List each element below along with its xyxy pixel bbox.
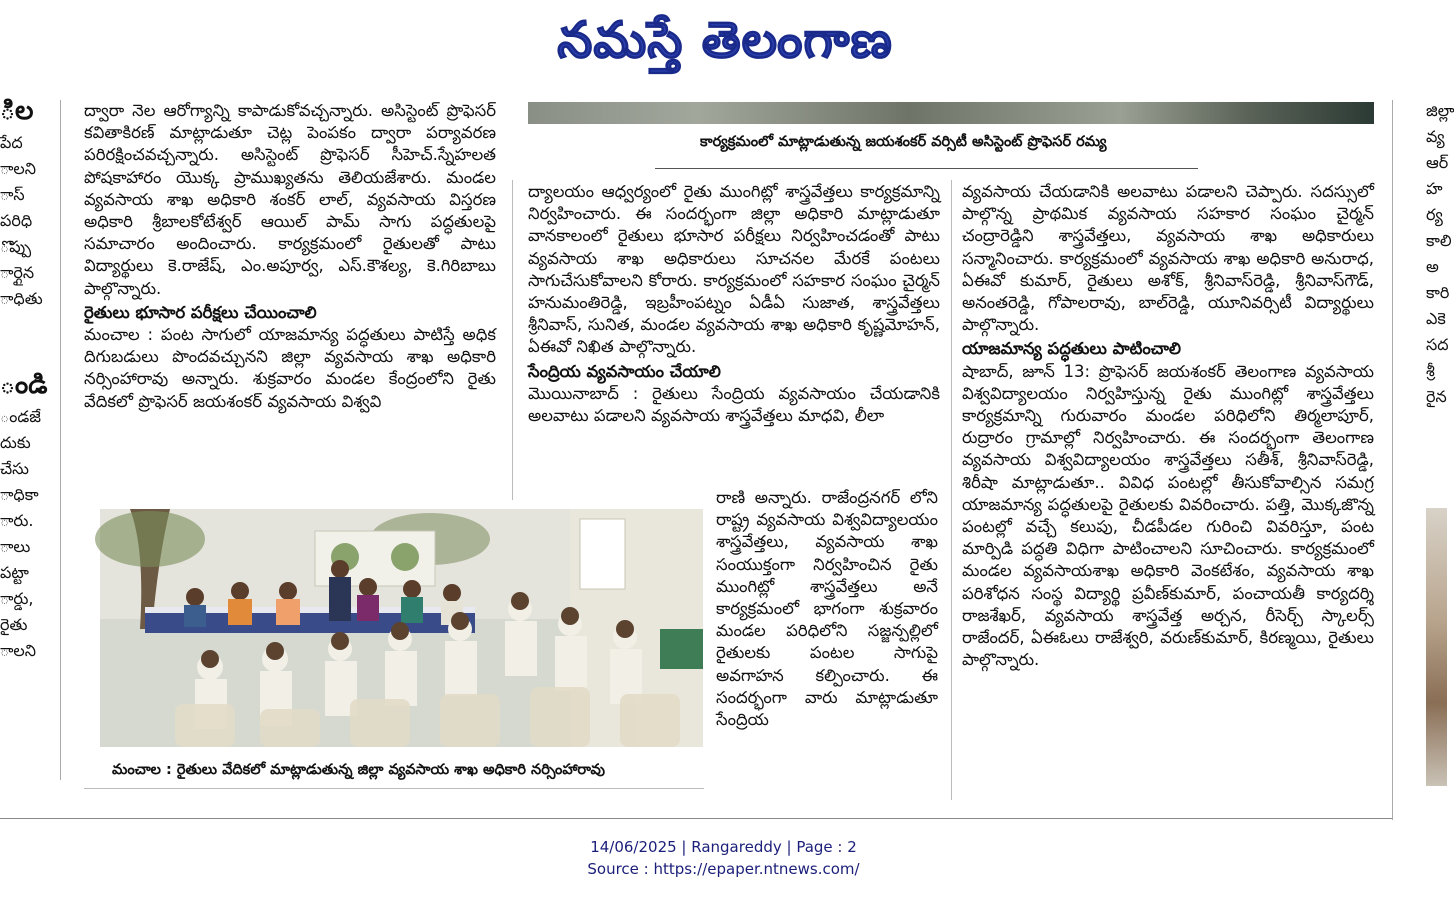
- right-edge-photo: [1426, 508, 1447, 786]
- left-edge-line: ాలని: [0, 159, 36, 178]
- article-subheading: రైతులు భూసార పరీక్షలు చేయించాలి: [84, 302, 317, 322]
- article-column-2: [528, 181, 940, 501]
- meeting-photo-illustration: [100, 509, 703, 747]
- left-edge-column: [0, 96, 48, 778]
- left-edge-line: ొప్పు: [0, 237, 32, 256]
- left-edge-line: ార్గైన: [0, 263, 35, 282]
- footer-date-edition: 14/06/2025 | Rangareddy | Page : 2: [590, 838, 857, 856]
- page-bottom-rule: [0, 818, 1392, 819]
- article-paragraph: ద్వారా నెల ఆరోగ్యాన్ని కాపాడుకోవచ్చన్నారు. అసిస్టెంట్ ప్రొఫెసర్ కవితాకిరణ్ మాట్లాడుతూ చెట్ల పెంపకం ద్వారా పర్యావరణ పరిరక్షించవచ్చన్నారు. అసిస్టెంట్ ప్రొఫెసర్ సీహెచ్.స్నేహలత పోషకాహారం యొక్క ప్రాముఖ్యతను తెలియజేశారు. మండల వ్యవసాయ శాఖ అధికారి శంకర్ లాల్, వ్యవసాయ విస్తరణ అధికారి శ్రీబాలకోటేశ్వర్ ఆయిల్ పామ్ సాగు పద్ధతులపై సమాచారం అందించారు. కార్యక్రమంలో రైతులతో పాటు విద్యార్థులు కె.రాజేష్, ఎం.అపూర్వ, ఎస్.కౌశల్య, కె.గిరిబాబు పాల్గొన్నారు.: [84, 101, 496, 298]
- caption-underline: [84, 788, 704, 789]
- right-edge-line: సద: [1426, 335, 1449, 354]
- article-paragraph: వ్యవసాయ చేయడానికి అలవాటు పడాలని చెప్పారు. సదస్సులో పాల్గొన్న ప్రాథమిక వ్యవసాయ సహకార సంఘం చైర్మన్ చంద్రారెడ్డిని శాస్త్రవేత్తలు, వ్యవసాయ శాఖ అధికారులు సన్మానించారు. కార్యక్రమంలో వ్యవసాయ శాఖ అధికారి అనురాధ, ఏఈవో కుమార్, రైతులు అశోక్, శ్రీనివాస్‌రెడ్డి, శ్రీనివాస్‌గౌడ్, అనంతరెడ్డి, గోపాలరావు, బాల్‌రెడ్డి, యూనివర్సిటీ విద్యార్థులు పాల్గొన్నారు.: [962, 182, 1374, 335]
- left-edge-line: ాస్: [0, 185, 25, 204]
- article-paragraph: మంచాల : పంట సాగులో యాజమాన్య పద్ధతులు పాటిస్తే అధిక దిగుబడులు పొందవచ్చునని జిల్లా వ్యవసాయ శాఖ అధికారి నర్సింహారావు అన్నారు. శుక్రవారం మండల కేంద్రంలోని రైతు వేదికలో ప్రొఫెసర్ జయశంకర్ వ్యవసాయ విశ్వవి: [84, 325, 496, 411]
- meeting-photo-caption: మంచాల : రైతులు వేదికలో మాట్లాడుతున్న జిల్లా వ్యవసాయ శాఖ అధికారి నర్సింహారావు: [112, 762, 605, 778]
- article-column-3: [962, 181, 1374, 791]
- right-edge-line: వ్య: [1426, 127, 1445, 146]
- left-edge-line: పరిధి: [0, 211, 33, 230]
- right-edge-line: ఆర్: [1426, 153, 1449, 172]
- left-edge-line: రైతు: [0, 615, 28, 634]
- left-edge-line: ాధితు: [0, 289, 43, 308]
- right-edge-line: జిల్లా: [1426, 101, 1454, 120]
- left-edge-line: ార్డు,: [0, 589, 34, 608]
- column-divider: [60, 100, 61, 780]
- left-edge-line: దుకు: [0, 433, 31, 452]
- column-divider: [1392, 100, 1393, 820]
- right-edge-line: ఎకె: [1426, 309, 1446, 328]
- right-edge-column: [1426, 98, 1454, 438]
- meeting-photo: [100, 509, 703, 747]
- footer-source-link[interactable]: Source : https://epaper.ntnews.com/: [587, 860, 860, 878]
- masthead-logo: నమస్తే తెలంగాణ: [557, 11, 893, 69]
- left-edge-line: చేసు: [0, 459, 29, 478]
- article-subheading: యాజమాన్య పద్ధతులు పాటించాలి: [962, 339, 1182, 359]
- article-paragraph: షాబాద్, జూన్ 13: ప్రొఫెసర్ జయశంకర్ తెలంగాణ వ్యవసాయ విశ్వవిద్యాలయం నిర్వహిస్తున్న రైతు ముంగిట్లో శాస్త్రవేత్తలు కార్యక్రమాన్ని గురువారం మండల పరిధిలోని తిర్మలాపూర్, రుద్రారం గ్రామాల్లో నిర్వహించారు. ఈ సందర్భంగా తెలంగాణ వ్యవసాయ విశ్వవిద్యాలయం శాస్త్రవేత్తలు సతీశ్, శ్రీనివాస్‌రెడ్డి, శిరీషా మాట్లాడుతూ.. వివిధ పంటల్లో తీసుకోవాల్సిన సమగ్ర యాజమాన్య పద్ధతులపై రైతులకు వివరించారు. పత్తి, మొక్కజొన్న పంటల్లో వచ్చే కలుపు, చీడపీడల గురించి వివరిస్తూ, పంట మార్పిడి పద్ధతి విధిగా పాటించాలని సూచించారు. కార్యక్రమంలో మండల వ్యవసాయశాఖ అధికారి వెంకటేశం, వ్యవసాయ శాఖ పరిశోధన సంస్థ విద్యార్థి ప్రవీణ్‌కుమార్, పంచాయతీ కార్యదర్శి రాజశేఖర్, వ్యవసాయ శాస్త్రవేత్త అర్చన, రీసెర్చ్ స్కాలర్స్ రాజేందర్, ఏఈఓలు రాజేశ్వరి, వరుణ్‌కుమార్, కిరణ్మయి, రైతులు పాల్గొన్నారు.: [962, 361, 1374, 670]
- caption-underline: [655, 168, 1198, 169]
- right-edge-line: కారి: [1426, 283, 1450, 302]
- article-column-2-continued: [716, 487, 938, 787]
- right-edge-line: కాలి: [1426, 231, 1452, 250]
- left-edge-line: పట్టా: [0, 563, 29, 582]
- left-edge-line: ాలని: [0, 641, 36, 660]
- right-edge-line: శ్రీ: [1426, 361, 1435, 380]
- right-edge-line: రైన: [1426, 387, 1447, 406]
- left-edge-line: ాధికా: [0, 485, 39, 504]
- left-edge-line: ండజే: [0, 407, 41, 426]
- left-edge-line: పేద: [0, 133, 23, 152]
- article-subheading: సేంద్రియ వ్యవసాయం చేయాలి: [528, 361, 721, 381]
- column-divider: [951, 180, 952, 800]
- left-edge-line: ిల: [0, 96, 34, 126]
- column-divider: [512, 180, 513, 500]
- right-edge-line: అ: [1426, 257, 1439, 276]
- top-photo: [528, 102, 1374, 124]
- top-photo-caption: కార్యక్రమంలో మాట్లాడుతున్న జయశంకర్ వర్సిటీ అసిస్టెంట్ ప్రొఫెసర్ రమ్య: [700, 134, 1107, 150]
- left-edge-line: ండి: [0, 370, 48, 400]
- left-edge-line: ారు.: [0, 511, 34, 530]
- article-paragraph: ద్యాలయం ఆధ్వర్యంలో రైతు ముంగిట్లో శాస్త్రవేత్తలు కార్యక్రమాన్ని నిర్వహించారు. ఈ సందర్భంగా జిల్లా అధికారి మాట్లాడుతూ వానకాలంలో రైతులు భూసార పరీక్షలు నిర్వహించడంతో పాటు వ్యవసాయ శాఖ అధికారులు సూచనల మేరకే పంటలు సాగుచేసుకోవాలని కోరారు. కార్యక్రమంలో సహకార సంఘం చైర్మన్ హనుమంతిరెడ్డి, ఇబ్రహీంపట్నం ఏడీఏ సుజాత, శాస్త్రవేత్తలు శ్రీనివాస్, సునిత, మండల వ్యవసాయ శాఖ అధికారి కృష్ణమోహన్, ఏఈవో నిఖిత పాల్గొన్నారు.: [528, 182, 940, 357]
- article-paragraph: మొయినాబాద్ : రైతులు సేంద్రియ వ్యవసాయం చేయడానికి అలవాటు పడాలని వ్యవసాయ శాస్త్రవేత్తలు మాధవి, లీలా: [528, 383, 940, 426]
- right-edge-line: ర్య: [1426, 205, 1443, 224]
- right-edge-line: హ: [1426, 179, 1443, 198]
- left-edge-line: ాలు: [0, 537, 31, 556]
- article-paragraph: రాణి అన్నారు. రాజేంద్రనగర్ లోని రాష్ట్ర వ్యవసాయ విశ్వవిద్యాలయం శాస్త్రవేత్తలు, వ్యవసాయ శాఖ సంయుక్తంగా నిర్వహించిన రైతు ముంగిట్లో శాస్త్రవేత్తలు అనే కార్యక్రమంలో భాగంగా శుక్రవారం మండల పరిధిలోని సజ్జన్పల్లిలో రైతులకు పంటల సాగుపై అవగాహన కల్పించారు. ఈ సందర్భంగా వారు మాట్లాడుతూ సేంద్రియ: [716, 488, 938, 730]
- article-column-1: [84, 100, 496, 490]
